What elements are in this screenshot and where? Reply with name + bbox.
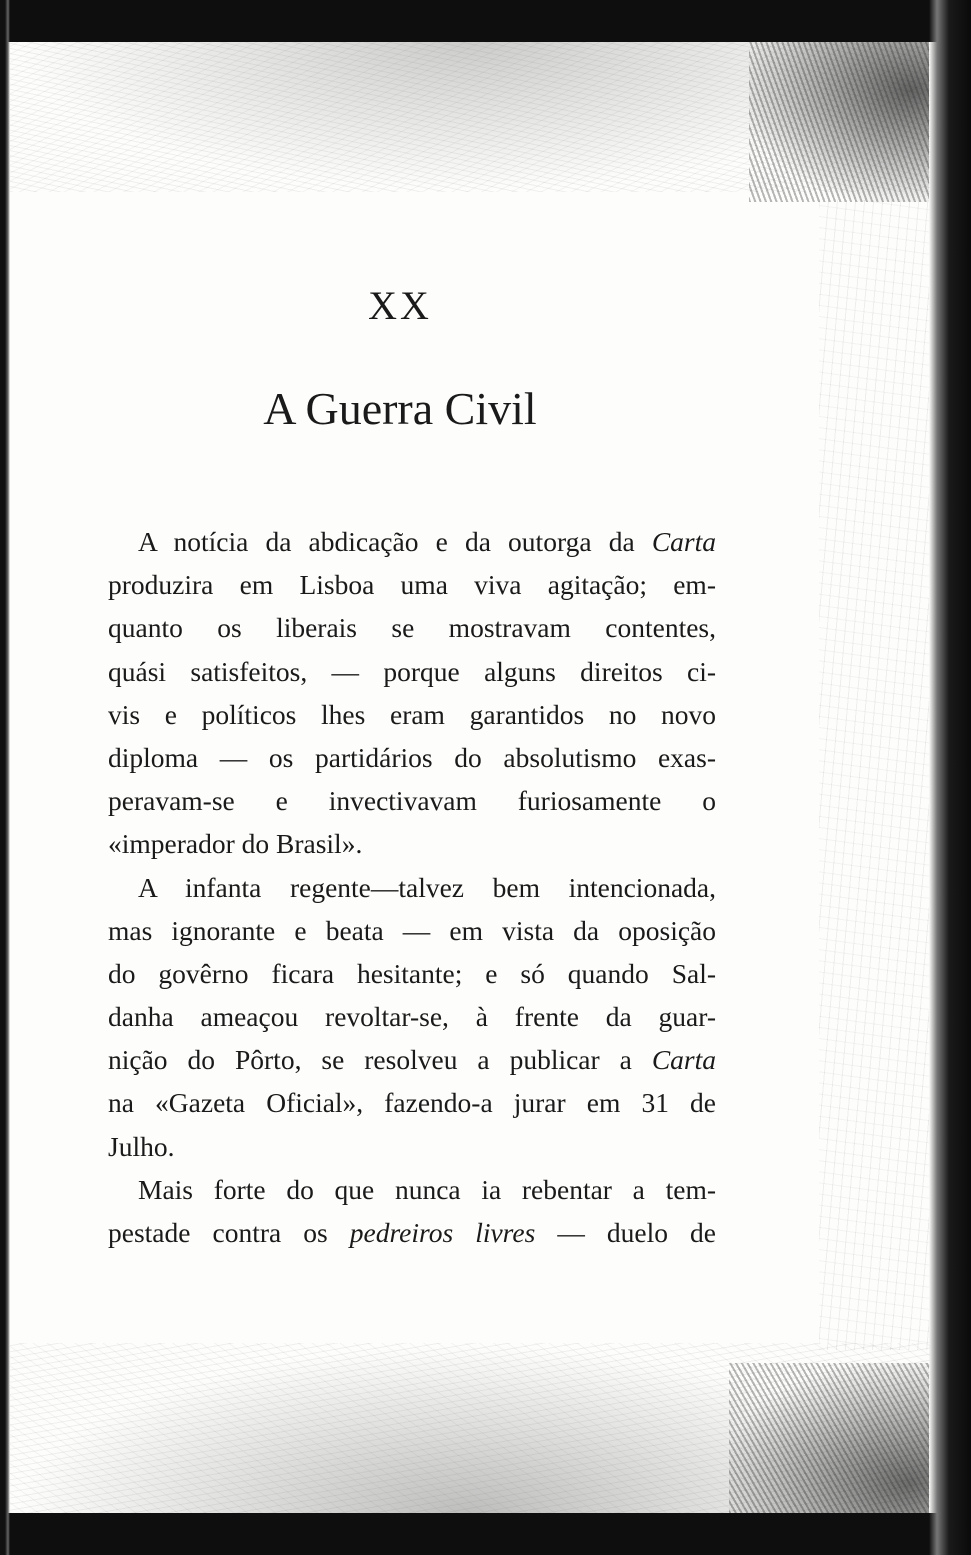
text-run: A infanta regente—talvez bem intencionada, [138,871,716,903]
paragraph [108,520,716,866]
text-line [108,606,716,649]
scan-border-left [0,0,10,1555]
text-line [108,1168,716,1211]
text-line [108,822,716,865]
paragraph [108,866,716,1168]
text-line [108,563,716,606]
italic-text: Carta [651,526,716,557]
text-run: Julho. [108,1130,175,1162]
text-line [108,1038,716,1081]
text-run: produzira em Lisboa uma viva agitação; em- [108,569,716,601]
scan-border-right [929,0,971,1555]
text-line [108,520,716,563]
text-line [108,779,716,822]
text-line [108,736,716,779]
text-line [108,866,716,909]
text-run: na «Gazeta Oficial», fazendo-a jurar em 31 de [108,1087,716,1119]
text-run: vis e políticos lhes eram garantidos no novo [108,698,716,730]
text-run: «imperador do Brasil». [108,828,363,860]
scan-noise-right [819,200,929,1350]
text-run: diploma — os partidários do absolutismo exas- [108,741,716,773]
scan-noise-bottom-right [729,1363,929,1513]
body-text [108,520,716,1254]
text-run: peravam-se e invectivavam furiosamente o [108,785,716,817]
text-line [108,1211,716,1254]
paragraph [108,1168,716,1254]
text-run: pestade contra os [108,1217,350,1248]
text-run: quási satisfeitos, — porque alguns direitos ci- [108,655,716,687]
italic-text: pedreiros livres [349,1217,536,1248]
text-line [108,909,716,952]
text-run: Mais forte do que nunca ia rebentar a tem- [138,1173,716,1205]
text-line [108,1081,716,1124]
text-line [108,952,716,995]
chapter-title: A Guerra Civil [263,383,537,434]
scan-border-top [0,0,971,42]
text-line [108,1125,716,1168]
text-line [108,650,716,693]
text-run: quanto os liberais se mostravam contentes, [108,612,716,644]
scan-noise-top-right [749,42,929,202]
text-run: mas ignorante e beata — em vista da oposição [108,914,716,946]
text-run: danha ameaçou revoltar-se, à frente da guar- [108,1001,716,1033]
italic-text: Carta [651,1044,716,1076]
text-line [108,693,716,736]
text-line [108,995,716,1038]
chapter-number: XX [368,283,432,328]
text-run: — duelo de [535,1217,716,1248]
text-run: do govêrno ficara hesitante; e só quando Sal- [108,957,716,989]
text-run: nição do Pôrto, se resolveu a publicar a [108,1044,652,1076]
scan-border-bottom [0,1513,971,1555]
text-run: A notícia da abdicação e da outorga da [138,526,652,557]
